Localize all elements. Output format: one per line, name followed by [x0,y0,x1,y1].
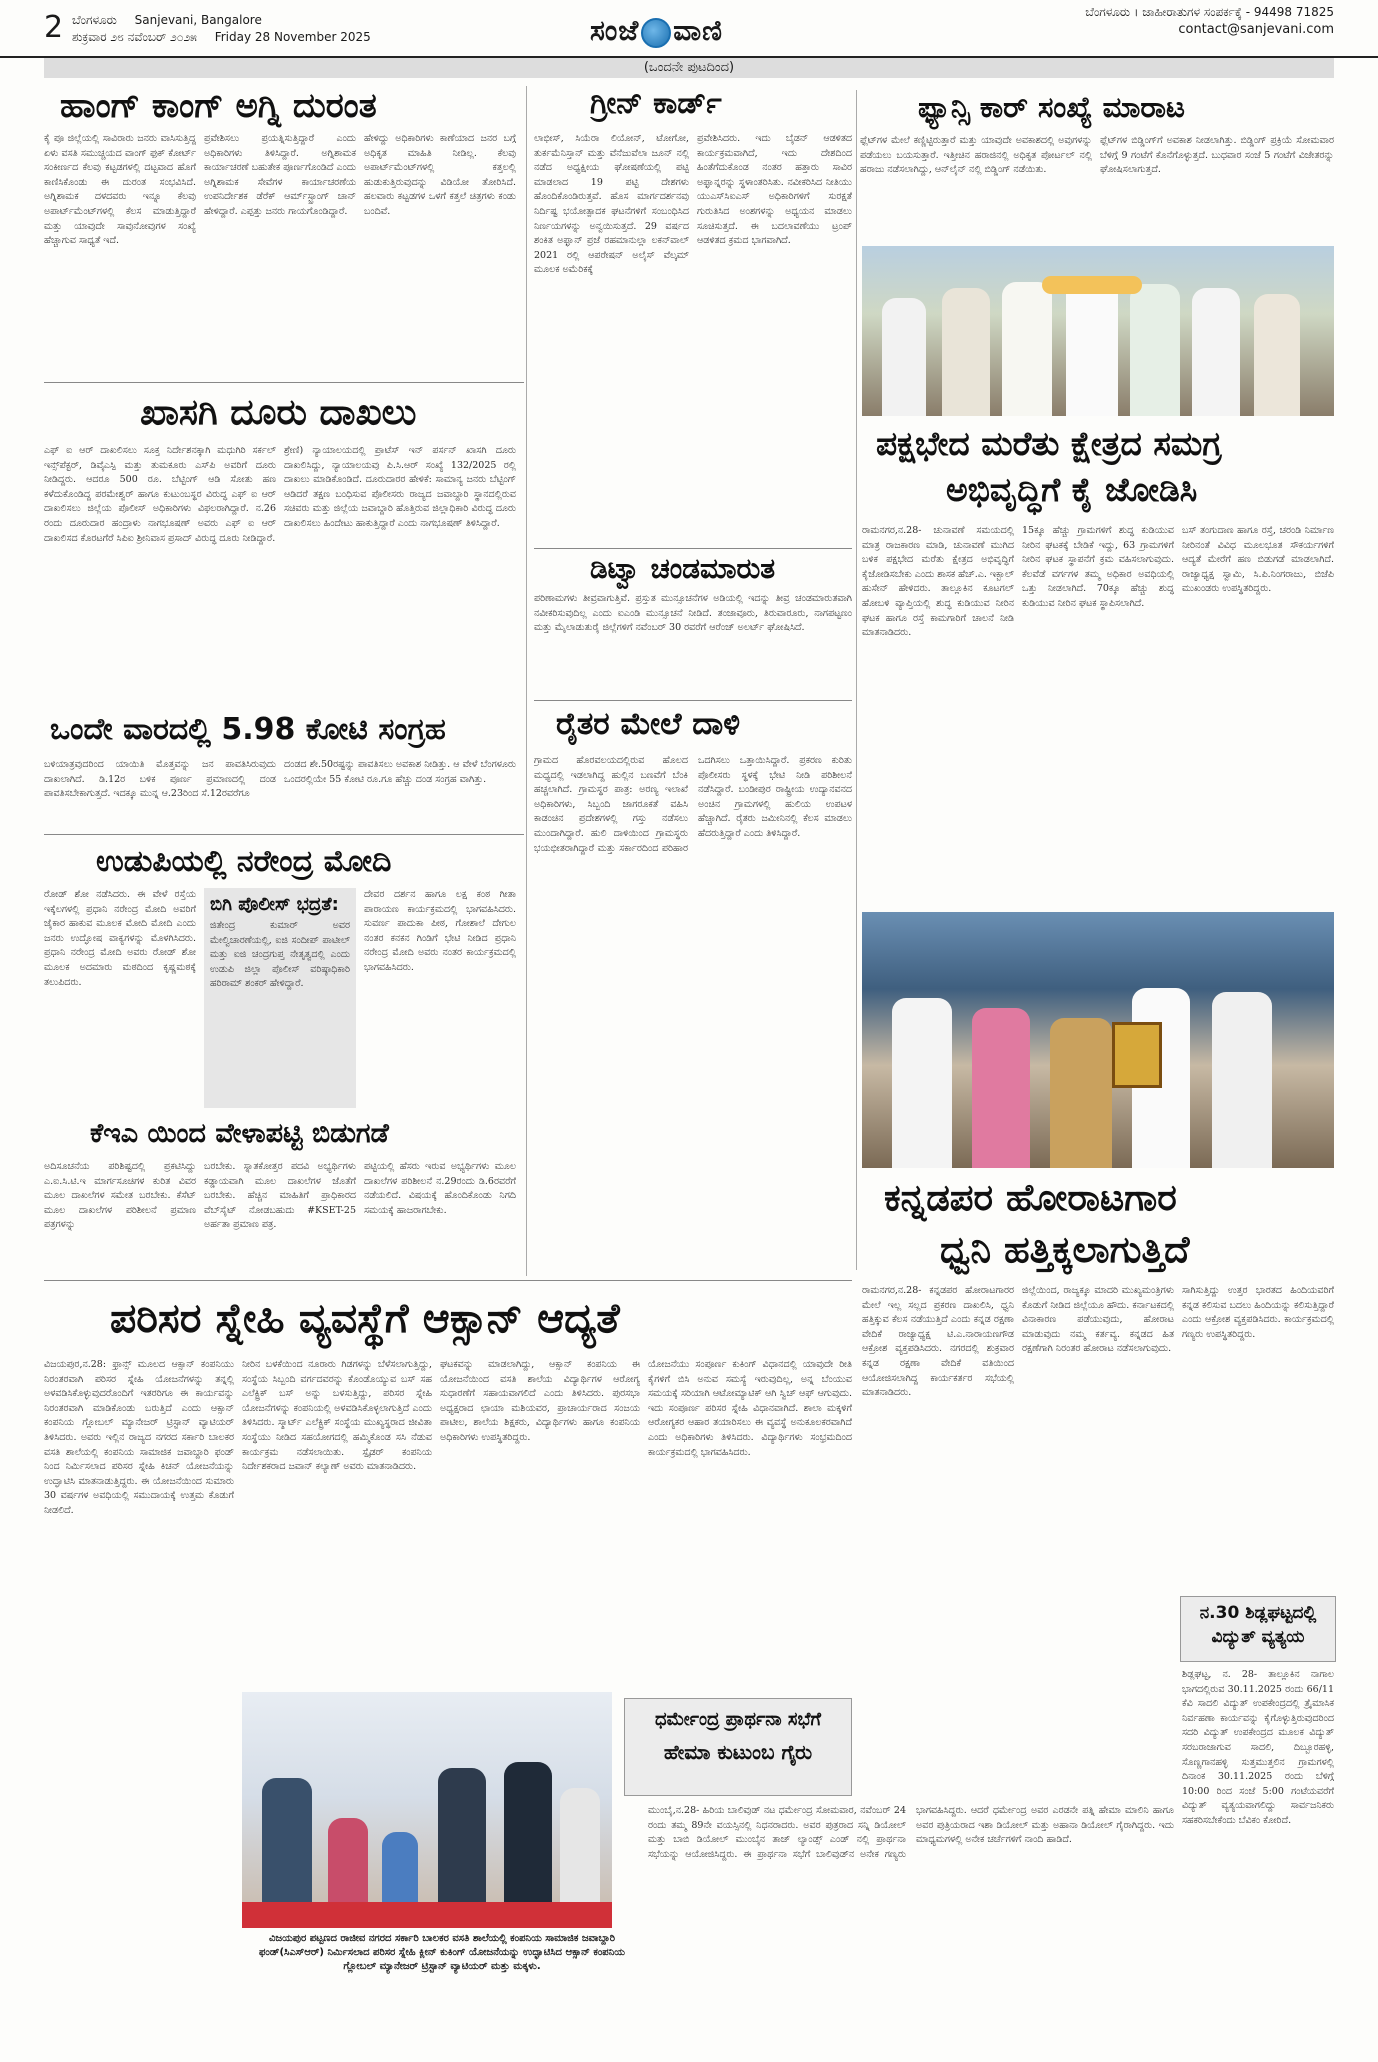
page-number: 2 [44,10,64,45]
kea-col3: ಪಟ್ಟಿಯಲ್ಲಿ ಹೆಸರು ಇರುವ ಅಭ್ಯರ್ಥಿಗಳು ಮೂಲ ದಾಖಲೆಗಳ ಪರಿಶೀಲನೆ ನ.29ರಂದು ಡಿ.6ರವರೆಗೆ ನಡೆಯಲಿದೆ. ವಿಷಯಕ್ಕೆ ಹೊಂದಿಕೊಂಡು ನಿಗದಿ ಸಮಯಕ್ಕೆ ಹಾಜರಾಗಬೇಕು. [364,1161,516,1216]
ad-contact-line: ಬೆಂಗಳೂರು । ಜಾಹೀರಾತುಗಳ ಸಂಪರ್ಕಕ್ಕೆ - 94498 71825 [1085,5,1334,19]
ramanagara-col1: ರಾಮನಗರ,ನ.28- ಚುನಾವಣೆ ಸಮಯದಲ್ಲಿ ಮಾತ್ರ ರಾಜಕಾರಣ ಮಾಡಿ, ಚುನಾವಣೆ ಮುಗಿದ ಬಳಿಕ ಪಕ್ಷಭೇದ ಮರೆತು ಕ್ಷೇತ್ರದ ಅಭಿವೃದ್ಧಿಗೆ ಕೈಜೋಡಿಸಬೇಕು ಎಂದು ಶಾಸಕ ಹೆಚ್.ಎ. ಇಕ್ಬಾಲ್ ಹುಸೇನ್ ಹೇಳಿದರು. ತಾಲ್ಲೂಕಿನ ಕೂಟಗಲ್ ಹೋಬಳಿ ವ್ಯಾಪ್ತಿಯಲ್ಲಿ ಶುದ್ಧ ಕುಡಿಯುವ ನೀರಿನ ಘಟಕ ಹಾಗೂ ರಸ್ತೆ ಕಾಮಗಾರಿಗೆ ಚಾಲನೆ ನೀಡಿ ಮಾತನಾಡಿದರು. [862,525,1014,639]
kasagi-headline: ಖಾಸಗಿ ದೂರು ದಾಖಲು [140,392,417,433]
divider [534,700,852,701]
kasagi-col2: ಶ್ರೇಣಿ) ನ್ಯಾಯಾಲಯದಲ್ಲಿ ಪ್ರಾಟೆಸ್ ಇನ್ ಪರ್ಸನ್ ಖಾಸಗಿ ದೂರು ದಾಖಲಿಸಿದ್ದು, ನ್ಯಾಯಾಲಯವು ಪಿ.ಸಿ.ಆರ್ ಸಂಖ್ಯೆ 132/2025 ರಲ್ಲಿ ದಾಖಲು ಮಾಡಿಕೊಂಡಿದೆ. ದೂರುದಾರರ ಹೇಳಿಕೆ: ಸಾಮಾನ್ಯ ಜನರು ಬೆಟ್ಟಿಂಗ್ ಆಡಿದರೆ ತಕ್ಷಣ ಬಂಧಿಸುವ ಪೊಲೀಸರು ರಾಜ್ಯದ ಜವಾಬ್ದಾರಿ ಸ್ಥಾನದಲ್ಲಿರುವ ಸಚಿವರು ಮತ್ತು ಜಿಲ್ಲೆಯ ಜವಾಬ್ದಾರಿ ಹೊತ್ತಿರುವ ಜಿಲ್ಲಾಧಿಕಾರಿ ವಿರುದ್ಧ ದೂರು ದಾಖಲಿಸಲು ಹಿಂದೇಟು ಹಾಕುತ್ತಿದ್ದಾರೆ ಎಂದು ನಾಗಭೂಷಣ್ ತಿಳಿಸಿದ್ದಾರೆ. [284,445,516,529]
collection-headline: ಒಂದೇ ವಾರದಲ್ಲಿ 5.98 ಕೋಟಿ ಸಂಗ್ರಹ [50,712,446,747]
ramanagara-headline-2: ಅಭಿವೃದ್ಧಿಗೆ ಕೈ ಜೋಡಿಸಿ [946,470,1198,509]
divider [44,834,524,835]
environment-col4: ಯೋಜನೆಯು ಸಂಪೂರ್ಣ ಕುಕಿಂಗ್ ವಿಧಾನದಲ್ಲಿ ಯಾವುದೇ ರೀತಿ ಕೈಗಳಿಗೆ ಬಿಸಿ ಅನುವ ಸಮಸ್ಯೆ ಇರುವುದಿಲ್ಲ, ಅನ್ನ ಬೆಂಯುವ ಸಮಯಕ್ಕೆ ಸರಿಯಾಗಿ ಆಟೋಮ್ಯಾಟಿಕ್ ಆಗಿ ಸ್ವಿಚ್ ಆಫ್ ಆಗುವುದು. ಇದು ಸಂಪೂರ್ಣ ಪರಿಸರ ಸ್ನೇಹಿ ವಿಧಾನವಾಗಿದೆ. ಶಾಲಾ ಮಕ್ಕಳಿಗೆ ಆರೋಗ್ಯಕರ ಆಹಾರ ತಯಾರಿಸಲು ಈ ವ್ಯವಸ್ಥೆ ಅನುಕೂಲಕರವಾಗಿದೆ ಎಂದು ಅಧಿಕಾರಿಗಳು ತಿಳಿಸಿದರು. ವಿದ್ಯಾರ್ಥಿಗಳು ಸಂಭ್ರಮದಿಂದ ಕಾರ್ಯಕ್ರಮದಲ್ಲಿ ಭಾಗವಹಿಸಿದರು. [648,1359,852,1458]
date-en: Friday 28 November 2025 [214,30,371,44]
security-box-title: ಬಿಗಿ ಪೊಲೀಸ್ ಭದ್ರತೆ: [210,894,339,915]
environment-col1: ವಿಜಯಪುರ,ನ.28: ಫ್ರಾನ್ಸ್ ಮೂಲದ ಆಕ್ಸಾನ್ ಕಂಪನಿಯು ನಿರಂತರವಾಗಿ ಪರಿಸರ ಸ್ನೇಹಿ ಯೋಜನೆಗಳನ್ನು ತನ್ನಲ್ಲಿ ಅಳವಡಿಸಿಕೊಳ್ಳುವುದರೊಂದಿಗೆ ಇತರರಿಗೂ ಈ ಕಾರ್ಯವನ್ನು ನಿರಂತರವಾಗಿ ಮಾಡಿಕೊಂಡು ಬರುತ್ತಿದೆ ಎಂದು ಆಕ್ಸಾನ್ ಕಂಪನಿಯ ಗ್ಲೋಬಲ್ ಮ್ಯಾನೇಜರ್ ಟ್ರಿಸ್ಟಾನ್ ವ್ಯಾಟಿಯರ್ ತಿಳಿಸಿದರು. ಅವರು ಇಲ್ಲಿನ ರಾಜ್ಯದ ನಗರದ ಸರ್ಕಾರಿ ಬಾಲಕರ ವಸತಿ ಶಾಲೆಯಲ್ಲಿ ಕಂಪನಿಯ ಸಾಮಾಜಿಕ ಜವಾಬ್ದಾರಿ ಫಂಡ್ ನಿಂದ ನಿರ್ಮಿಸಲಾದ ಪರಿಸರ ಸ್ನೇಹಿ ಕಿಚನ್ ಯೋಜನೆಯನ್ನು ಉದ್ಘಾಟಿಸಿ ಮಾತನಾಡುತ್ತಿದ್ದರು. ಈ ಯೋಜನೆಯಿಂದ ಸುಮಾರು 30 ವರ್ಷಗಳ ಅವಧಿಯಲ್ಲಿ ಸಮುದಾಯಕ್ಕೆ ಉತ್ತಮ ಕೊಡುಗೆ ನೀಡಲಿದೆ. [44,1359,234,1516]
kannada-col1: ರಾಮನಗರ,ನ.28- ಕನ್ನಡಪರ ಹೋರಾಟಗಾರರ ಮೇಲೆ ಇಲ್ಲ ಸಲ್ಲದ ಪ್ರಕರಣ ದಾಖಲಿಸಿ, ಧ್ವನಿ ಹತ್ತಿಕ್ಕುವ ಕೆಲಸ ನಡೆಯುತ್ತಿದೆ ಎಂದು ಕನ್ನಡ ರಕ್ಷಣಾ ವೇದಿಕೆ ರಾಜ್ಯಾಧ್ಯಕ್ಷ ಟಿ.ಎ.ನಾರಾಯಣಗೌಡ ಆಕ್ರೋಶ ವ್ಯಕ್ತಪಡಿಸಿದರು. ನಗರದಲ್ಲಿ ಶುಕ್ರವಾರ ಕನ್ನಡ ರಕ್ಷಣಾ ವೇದಿಕೆ ವತಿಯಿಂದ ಆಯೋಜಿಸಲಾಗಿದ್ದ ಕಾರ್ಯಕರ್ತರ ಸಭೆಯಲ್ಲಿ ಮಾತನಾಡಿದರು. [862,1285,1014,1399]
udupi-col1: ರೋಡ್ ಶೋ ನಡೆಸಿದರು. ಈ ವೇಳೆ ರಸ್ತೆಯ ಇಕ್ಕೆಲಗಳಲ್ಲಿ ಪ್ರಧಾನಿ ನರೇಂದ್ರ ಮೋದಿ ಅವರಿಗೆ ಜೈಕಾರ ಹಾಕುವ ಮೂಲಕ ಮೋದಿ ಮೋದಿ ಎಂದು ಜನರು ಉದ್ಘೋಷ ವಾಕ್ಯಗಳನ್ನು ಮೊಳಗಿಸಿದರು. ಪ್ರಧಾನಿ ನರೇಂದ್ರ ಮೋದಿ ಅವರು ರೋಡ್ ಶೋ ಮೂಲಕ ಅದಮಾರು ಮಠದಿಂದ ಕೃಷ್ಣಮಠಕ್ಕೆ ತಲುಪಿದರು. [44,889,196,988]
farmers-headline: ರೈತರ ಮೇಲೆ ದಾಳಿ [556,706,741,742]
event-photo-1 [862,246,1334,416]
udupi-col3: ದೇವರ ದರ್ಶನ ಹಾಗೂ ಲಕ್ಷ ಕಂಠ ಗೀತಾ ಪಾರಾಯಣ ಕಾರ್ಯಕ್ರಮದಲ್ಲಿ ಭಾಗವಹಿಸಿದರು. ಸುವರ್ಣ ಪಾದುಕಾ ಪೀಠ, ಗೋಶಾಲೆ ದೇಗುಲ ನಂತರ ಕನಕನ ಗಿಂಡಿಗೆ ಭೇಟಿ ನೀಡಿದ ಪ್ರಧಾನಿ ನರೇಂದ್ರ ಮೋದಿ ಅವರು ನಂತರ ಕಾರ್ಯಕ್ರಮದಲ್ಲಿ ಭಾಗವಹಿಸಿದರು. [364,889,516,973]
kea-col1: ಅದಿಸೂಚನೆಯ ಪರಿಶಿಷ್ಟದಲ್ಲಿ ಪ್ರಕಟಿಸಿದ್ದು ಎ.ಐ.ಸಿ.ಟಿ.ಇ ಮಾರ್ಗಸೂಚಿಗಳ ಕುರಿತ ವಿವರ ಮೂಲ ದಾಖಲೆಗಳ ಸಮೇತ ಬರಬೇಕು. ಕೆಸೆಟ್ ಮೂಲ ದಾಖಲೆಗಳ ಪರಿಶೀಲನೆ ಪ್ರಮಾಣ ಪತ್ರಗಳನ್ನು [44,1161,196,1231]
environment-photo-caption: ವಿಜಯಪುರ ಪಟ್ಟಣದ ರಾಜೀವ ನಗರದ ಸರ್ಕಾರಿ ಬಾಲಕರ ವಸತಿ ಶಾಲೆಯಲ್ಲಿ ಕಂಪನಿಯ ಸಾಮಾಜಿಕ ಜವಾಬ್ದಾರಿ ಫಂಡ್(ಸಿಎಸ್‌ಆರ್) ನಿರ್ಮಿಸಲಾದ ಪರಿಸರ ಸ್ನೇಹಿ ಕ್ಲೀನ್ ಕುಕಿಂಗ್ ಯೋಜನೆಯನ್ನು ಉದ್ಘಾಟಿಸಿದ ಆಕ್ಸಾನ್ ಕಂಪನಿಯ ಗ್ಲೋಬಲ್ ಮ್ಯಾನೇಜರ್ ಟ್ರಿಸ್ಟಾನ್ ವ್ಯಾಟಿಯರ್ ಮತ್ತು ಮಕ್ಕಳು. [259,1933,625,1972]
header-contact [930,4,1334,38]
continuation-label: (ಒಂದನೇ ಪುಟದಿಂದ) [44,58,1334,78]
ramanagara-col3: ಬಸ್ ತಂಗುದಾಣ ಹಾಗೂ ರಸ್ತೆ, ಚರಂಡಿ ನಿರ್ಮಾಣ ನೀರಿನಂತೆ ವಿವಿಧ ಮೂಲಭೂತ ಸೌಕರ್ಯಗಳಿಗೆ ಆದ್ಯತೆ ಮೇರೆಗೆ ಹಣ ಬಿಡುಗಡೆ ಮಾಡಲಾಗಿದೆ. ರಾಜ್ಯಾಧ್ಯಕ್ಷ ಸ್ವಾಮಿ, ಸಿ.ಪಿ.ನಿಂಗರಾಜು, ಬಿಜೆಪಿ ಮುಖಂಡರು ಉಪಸ್ಥಿತರಿದ್ದರು. [1182,525,1334,595]
dharmendra-title-2: ಹೇಮಾ ಕುಟುಂಬ ಗೈರು [663,1740,813,1764]
collection-col1: ಬಳಿಯಾತ್ರವುದರಿಂದ ಯಾಯಿತಿ ಮೊತ್ತವನ್ನು ಜನ ಪಾವತಿಸಿರುವುದು ದಾಖಲಾಗಿದೆ. ಡಿ.12ರ ಬಳಿಕ ಪೂರ್ಣ ಪ್ರಮಾಣದಲ್ಲಿ ದಂಡ ಪಾವತಿಸಬೇಕಾಗುತ್ತದೆ. ಇದಕ್ಕೂ ಮುನ್ನ ಆ.23ರಿಂದ ಸೆ.12ರವರೆಗೂ [44,759,276,800]
powercut-title-1: ನ.30 ಶಿಡ್ಲಘಟ್ಟದಲ್ಲಿ [1199,1603,1317,1623]
ramanagara-col2: 15ಕ್ಕೂ ಹೆಚ್ಚು ಗ್ರಾಮಗಳಿಗೆ ಶುದ್ಧ ಕುಡಿಯುವ ನೀರಿನ ಘಟಕಕ್ಕೆ ಬೇಡಿಕೆ ಇದ್ದು, 63 ಗ್ರಾಮಗಳಿಗೆ ನೀರಿನ ಘಟಕ ಸ್ಥಾಪನೆಗೆ ಕ್ರಮ ವಹಿಸಲಾಗುವುದು. ಕೆಲವೆಡೆ ವರ್ಗಗಳ ತಮ್ಮ ಅಧಿಕಾರ ಅವಧಿಯಲ್ಲಿ ಒತ್ತು ನೀಡಲಾಗಿದೆ. 70ಕ್ಕೂ ಹೆಚ್ಚು ಶುದ್ಧ ಕುಡಿಯುವ ನೀರಿನ ಘಟಕ ಸ್ಥಾಪಿಸಲಾಗಿದೆ. [1022,525,1174,609]
ramanagara-headline-1: ಪಕ್ಷಭೇದ ಮರೆತು ಕ್ಷೇತ್ರದ ಸಮಗ್ರ [876,424,1222,463]
column-rule [526,86,527,1276]
divider [534,548,852,549]
dharmendra-title-box [624,1698,852,1796]
kannada-col2: ಜಿಲ್ಲೆಯಿಂದ, ರಾಜ್ಯಕ್ಕೂ ಮಾದರಿ ಮುಖ್ಯಮಂತ್ರಿಗಳು ಕೊಡುಗೆ ನೀಡಿದ ಜಿಲ್ಲೆಯೂ ಹೌದು. ಕರ್ನಾಟಕದಲ್ಲಿ ವಿನಾಕಾರಣ ಪಡೆಯುವುದು, ಹೋರಾಟ ಮಾಡುವುದು ನಮ್ಮ ಕರ್ತವ್ಯ. ಕನ್ನಡದ ಹಿತ ರಕ್ಷಣೆಗಾಗಿ ನಿರಂತರ ಹೋರಾಟ ನಡೆಸಲಾಗುವುದು. [1022,1285,1174,1355]
masthead-right: ವಾಣಿ [673,14,723,47]
event-photo-2 [862,912,1334,1168]
header-dateline [72,12,371,46]
divider [44,382,524,383]
fancy-col1: ಫ್ಲೆಟ್‌ಗಳ ಮೇಲೆ ಕಣ್ಣಿಟ್ಟಿರುತ್ತಾರೆ ಮತ್ತು ಯಾವುದೇ ಅವಕಾಶದಲ್ಲಿ ಅವುಗಳನ್ನು ಪಡೆಯಲು ಬಯಸುತ್ತಾರೆ. ಇತ್ತೀಚಿನ ಹರಾಜಿನಲ್ಲಿ ಅಧಿಕೃತ ಪೋರ್ಟಲ್ ನಲ್ಲಿ ಹರಾಜು ನಡೆಸಲಾಗಿದ್ದು, ಆನ್‌ಲೈನ್ ನಲ್ಲಿ ಬಿಡ್ಡಿಂಗ್ ನಡೆಯಿತು. [860,135,1092,176]
ditva-body: ಪರಿಣಾಮಗಳು ತೀವ್ರವಾಗುತ್ತಿವೆ. ಪ್ರಸ್ತುತ ಮುನ್ಸೂಚನೆಗಳ ಅಡಿಯಲ್ಲಿ ಇದನ್ನು ತೀವ್ರ ಚಂಡಮಾರುತವಾಗಿ ನವೀಕರಿಸುವುದಿಲ್ಲ ಎಂದು ಐಎಂಡಿ ಮುನ್ಸೂಚನೆ ನೀಡಿದೆ. ತಂಜಾವೂರು, ತಿರುವಾರೂರು, ನಾಗಪಟ್ಟಣಂ ಮತ್ತು ಮೈಲಾಡುತುರೈ ಜಿಲ್ಲೆಗಳಿಗೆ ನವೆಂಬರ್ 30 ರವರೆಗೆ ಆರೆಂಜ್ ಅಲರ್ಟ್ ಘೋಷಿಸಿದೆ. [534,593,852,634]
powercut-title-box [1180,1596,1336,1662]
powercut-body: ಶಿಡ್ಲಘಟ್ಟ, ನ. 28- ತಾಲ್ಲೂಕಿನ ನಾಗಾಲ ಭಾಗದಲ್ಲಿರುವ 30.11.2025 ರಂದು 66/11 ಕೆವಿ ಸಾದಲಿ ವಿದ್ಯುತ್ ಉಪಕೇಂದ್ರದಲ್ಲಿ ತ್ರೈಮಾಸಿಕ ನಿರ್ವಹಣಾ ಕಾರ್ಯವನ್ನು ಕೈಗೊಳ್ಳುತ್ತಿರುವುದರಿಂದ ಸದರಿ ವಿದ್ಯುತ್ ಉಪಕೇಂದ್ರದ ಮೂಲಕ ವಿದ್ಯುತ್ ಸರಬರಾಜಾಗುವ ಸಾದಲಿ, ದಿಬ್ಬೂರಹಳ್ಳಿ, ಸೊಣ್ಣಗಾನಹಳ್ಳಿ ಸುತ್ತಮುತ್ತಲಿನ ಗ್ರಾಮಗಳಲ್ಲಿ ದಿನಾಂಕ 30.11.2025 ರಂದು ಬೆಳಿಗ್ಗೆ 10:00 ರಿಂದ ಸಂಜೆ 5:00 ಗಂಟೆಯವರೆಗೆ ವಿದ್ಯುತ್ ವ್ಯತ್ಯಯವಾಗಲಿದ್ದು ಸಾರ್ವಜನಿಕರು ಸಹಕರಿಸಬೇಕೆಂದು ಬೆವಿಕಂ ಕೋರಿದೆ. [1182,1669,1334,1826]
contact-email[interactable]: contact@sanjevani.com [1178,22,1334,37]
environment-headline: ಪರಿಸರ ಸ್ನೇಹಿ ವ್ಯವಸ್ಥೆಗೆ ಆಕ್ಸಾನ್ ಆದ್ಯತೆ [110,1294,620,1342]
kea-col2: ಬರಬೇಕು. ಸ್ನಾತಕೋತ್ತರ ಪದವಿ ಅಭ್ಯರ್ಥಿಗಳು ಕಡ್ಡಾಯವಾಗಿ ಮೂಲ ದಾಖಲೆಗಳ ಜೊತೆಗೆ ಬರಬೇಕು. ಹೆಚ್ಚಿನ ಮಾಹಿತಿಗೆ ಪ್ರಾಧಿಕಾರದ ವೆಬ್‌ಸೈಟ್ ನೋಡಬಹುದು #KSET-25 ಅರ್ಹತಾ ಪ್ರಮಾಣ ಪತ್ರ. [204,1161,356,1231]
greencard-col1: ಲಾಭೀಸ್, ಸಿಯೆರಾ ಲಿಯೋನ್, ಟೋಗೋ, ತುರ್ಕಮೆನಿಸ್ತಾನ್ ಮತ್ತು ವೆನೆಜುವೆಲಾ ಜೂನ್ ನಲ್ಲಿ ನಡೆದ ಅಧ್ಯಕ್ಷೀಯ ಘೋಷಣೆಯಲ್ಲಿ ಪಟ್ಟಿ ಮಾಡಲಾದ 19 ಪಟ್ಟಿ ದೇಶಗಳು ಹೊಂದಿಕೊಂಡಿರುತ್ತವೆ. ಹೊಸ ಮಾರ್ಗದರ್ಶನವು ನಿರ್ದಿಷ್ಟ ಭಯೋತ್ಪಾದಕ ಘಟನೆಗಳಿಗೆ ಸಂಬಂಧಿಸಿದ ನಿರ್ಣಯಗಳನ್ನು ಅನ್ವಯಿಸುತ್ತದೆ. 29 ವರ್ಷದ ಶಂಕಿತ ಅಫ್ಘಾನ್ ಪ್ರಜೆ ರಹಮಾನುಲ್ಲಾ ಲಕನ್‌ವಾಲ್ 2021 ರಲ್ಲಿ ಆಪರೇಷನ್ ಅಲೈಸ್ ವೆಲ್ಕಮ್ ಮೂಲಕ ಅಮೆರಿಕಕ್ಕೆ [534,133,689,276]
globe-icon [641,18,671,48]
greencard-headline: ಗ್ರೀನ್ ಕಾರ್ಡ್ [590,86,722,121]
hongkong-col1: ಕೈ ಪೂ ಜಿಲ್ಲೆಯಲ್ಲಿ ಸಾವಿರಾರು ಜನರು ವಾಸಿಸುತ್ತಿದ್ದ ಏಳು ವಸತಿ ಸಮುಚ್ಚಯದ ವಾಂಗ್ ಫುಕ್ ಕೋರ್ಟ್ ಸಂಕೀರ್ಣದ ಕೆಲವು ಕಟ್ಟಡಗಳಲ್ಲಿ ದಟ್ಟವಾದ ಹೊಗೆ ಕಾಣಿಸಿಕೊಂಡು ಈ ದುರಂತ ಸಂಭವಿಸಿದೆ. ಅಗ್ನಿಶಾಮಕ ದಳದವರು ಇನ್ನೂ ಕೆಲವು ಅಪಾರ್ಟ್‌ಮೆಂಟ್‌ಗಳಲ್ಲಿ ಕೆಲಸ ಮಾಡುತ್ತಿದ್ದಾರೆ ಮತ್ತು ಯಾವುದೇ ಸಾವುನೋವುಗಳ ಸಂಖ್ಯೆ ಹೆಚ್ಚಾಗುವ ಸಾಧ್ಯತೆ ಇದೆ. [44,133,196,247]
kannada-headline-1: ಕನ್ನಡಪರ ಹೋರಾಟಗಾರ [884,1176,1177,1219]
environment-col3: ಘಟಕವನ್ನು ಮಾಡಲಾಗಿದ್ದು, ಆಕ್ಸಾನ್ ಕಂಪನಿಯ ಈ ಯೋಜನೆಯಿಂದ ವಸತಿ ಶಾಲೆಯ ವಿದ್ಯಾರ್ಥಿಗಳ ಆರೋಗ್ಯ ಸುಧಾರಣೆಗೆ ಸಹಾಯವಾಗಲಿದೆ ಎಂದು ತಿಳಿಸಿದರು. ಪುರಸಭಾ ಅಧ್ಯಕ್ಷರಾದ ಛಾಯಾ ಮಶಿಯವರ, ಪ್ರಾಚಾರ್ಯರಾದ ಸಂಜಯ ಪಾಟೀಲ, ಶಾಲೆಯ ಶಿಕ್ಷಕರು, ವಿದ್ಯಾರ್ಥಿಗಳು ಹಾಗೂ ಕಂಪನಿಯ ಅಧಿಕಾರಿಗಳು ಉಪಸ್ಥಿತರಿದ್ದರು. [440,1359,640,1443]
hongkong-col3: ಹೇಳಿದ್ದು ಅಧಿಕಾರಿಗಳು ಕಾಣೆಯಾದ ಜನರ ಬಗ್ಗೆ ಅಧಿಕೃತ ಮಾಹಿತಿ ನೀಡಿಲ್ಲ. ಕೆಲವು ಅಪಾರ್ಟ್‌ಮೆಂಟ್‌ಗಳಲ್ಲಿ ಕತ್ತಲಲ್ಲಿ ಹುಡುಕುತ್ತಿರುವುದನ್ನು ವಿಡಿಯೋ ತೋರಿಸಿದೆ. ಹಲವಾರು ಕಟ್ಟಡಗಳ ಒಳಗೆ ಕತ್ತಲೆ ಚಿತ್ರಗಳು ಕಂಡು ಬಂದಿವೆ. [364,133,516,217]
fancy-headline: ಫ್ಯಾನ್ಸಿ ಕಾರ್ ಸಂಖ್ಯೆ ಮಾರಾಟ [918,90,1185,124]
date-kn: ಶುಕ್ರವಾರ ೨೮ ನವೆಂಬರ್ ೨೦೨೫ [72,30,197,44]
kea-headline: ಕೆಇಎ ಯಿಂದ ವೇಳಾಪಟ್ಟಿ ಬಿಡುಗಡೆ [90,1118,389,1149]
security-box [204,888,356,1108]
dharmendra-body: ಮುಂಬೈ,ನ.28- ಹಿರಿಯ ಬಾಲಿವುಡ್ ನಟ ಧರ್ಮೇಂದ್ರ ಸೋಮವಾರ, ನವೆಂಬರ್ 24 ರಂದು ತಮ್ಮ 89ನೇ ವಯಸ್ಸಿನಲ್ಲಿ ನಿಧನರಾದರು. ಅವರ ಪುತ್ರರಾದ ಸನ್ನಿ ಡಿಯೋಲ್ ಮತ್ತು ಬಾಬಿ ಡಿಯೋಲ್ ಮುಂಬೈನ ತಾಜ್ ಲ್ಯಾಂಡ್ಸ್ ಎಂಡ್ ನಲ್ಲಿ ಪ್ರಾರ್ಥನಾ ಸಭೆಯನ್ನು ಆಯೋಜಿಸಿದ್ದರು. ಈ ಪ್ರಾರ್ಥನಾ ಸಭೆಗೆ ಬಾಲಿವುಡ್‌ನ ಅನೇಕ ಗಣ್ಯರು ಭಾಗವಹಿಸಿದ್ದರು. ಆದರೆ ಧರ್ಮೇಂದ್ರ ಅವರ ಎರಡನೇ ಪತ್ನಿ ಹೇಮಾ ಮಾಲಿನಿ ಹಾಗೂ ಅವರ ಪುತ್ರಿಯರಾದ ಇಶಾ ಡಿಯೋಲ್ ಮತ್ತು ಅಹಾನಾ ಡಿಯೋಲ್ ಗೈರಾಗಿದ್ದರು. ಇದು ಮಾಧ್ಯಮಗಳಲ್ಲಿ ಅನೇಕ ಚರ್ಚೆಗಳಿಗೆ ನಾಂದಿ ಹಾಡಿದೆ. [648,1805,1174,1860]
security-box-body: ಜಿತೇಂದ್ರ ಕುಮಾರ್ ಅವರ ಮೇಲ್ವಿಚಾರಣೆಯಲ್ಲಿ, ಐಜಿ ಸಂದೀಪ್ ಪಾಟೀಲ್ ಮತ್ತು ಐಜಿ ಚಂದ್ರಗುಪ್ತ ನೇತೃತ್ವದಲ್ಲಿ ಎಂದು ಉಡುಪಿ ಜಿಲ್ಲಾ ಪೊಲೀಸ್ ವರಿಷ್ಠಾಧಿಕಾರಿ ಹರಿರಾಮ್ ಶಂಕರ್ ಹೇಳಿದ್ದಾರೆ. [210,920,350,990]
kasagi-col1: ಎಫ್ ಐ ಆರ್ ದಾಖಲಿಸಲು ಸೂಕ್ತ ನಿರ್ದೇಶನಕ್ಕಾಗಿ ಮಧುಗಿರಿ ಸರ್ಕಲ್ ಇನ್ಸ್‌ಪೆಕ್ಟರ್, ಡಿವೈಎಸ್ಪಿ ಮತ್ತು ತುಮಕೂರು ಎಸ್‌ಪಿ ಅವರಿಗೆ ದೂರು ನೀಡಿದ್ದರು. ಆದರೂ 500 ರೂ. ಬೆಟ್ಟಿಂಗ್ ಆಡಿ ಸೋತು ಹಣ ಕಳೆದುಕೊಂಡಿದ್ದ ಪರಮೇಶ್ವರ್ ಹಾಗೂ ಕುಟುಂಬಸ್ಥರ ವಿರುದ್ಧ ಎಫ್ ಐ ಆರ್ ದಾಖಲಿಸಲು ಜಿಲ್ಲೆಯ ಪೊಲೀಸ್ ಅಧಿಕಾರಿಗಳು ವಿಫಲರಾಗಿದ್ದಾರೆ. ನ.26 ರಂದು ದೂರುದಾರ ಹಂದ್ರಾಳು ನಾಗಭೂಷಣ್ ಅವರು ಎಫ್ ಐ ಆರ್ ದಾಖಲಿಸದ ಕೊರಟಗೆರೆ ಸಿಪಿಐ ಶ್ರೀನಿವಾಸ ಪ್ರಸಾದ್ ವಿರುದ್ಧ ದೂರು ನೀಡಿದ್ದಾರೆ. [44,445,276,544]
udupi-headline: ಉಡುಪಿಯಲ್ಲಿ ನರೇಂದ್ರ ಮೋದಿ [96,844,392,879]
kannada-headline-2: ಧ್ವನಿ ಹತ್ತಿಕ್ಕಲಾಗುತ್ತಿದೆ [940,1228,1190,1271]
masthead-left: ಸಂಜೆ [590,14,640,47]
ditva-headline: ಡಿಟ್ವಾ ಚಂಡಮಾರುತ [590,552,776,585]
powercut-title-2: ವಿದ್ಯುತ್ ವ್ಯತ್ಯಯ [1211,1627,1305,1647]
dharmendra-title-1: ಧರ್ಮೇಂದ್ರ ಪ್ರಾರ್ಥನಾ ಸಭೆಗೆ [655,1709,821,1730]
city-label: ಬೆಂಗಳೂರು [72,13,117,27]
edition-label: Sanjevani, Bangalore [134,13,262,27]
farmers-body: ಗ್ರಾಮದ ಹೊರವಲಯದಲ್ಲಿರುವ ಹೊಲದ ಮಧ್ಯದಲ್ಲಿ ಇಡಲಾಗಿದ್ದ ಹುಲ್ಲಿನ ಬಣವೆಗೆ ಬೆಂಕಿ ಹಚ್ಚಲಾಗಿದೆ. ಗ್ರಾಮಸ್ಥರ ಪಾತ್ರ: ಅರಣ್ಯ ಇಲಾಖೆ ಅಧಿಕಾರಿಗಳು, ಸಿಬ್ಬಂದಿ ಜಾಗರೂಕತೆ ವಹಿಸಿ ಕಾಡಂಚಿನ ಪ್ರದೇಶಗಳಲ್ಲಿ ಗಸ್ತು ನಡೆಸಲು ಮುಂದಾಗಿದ್ದಾರೆ. ಹುಲಿ ದಾಳಿಯಿಂದ ಗ್ರಾಮಸ್ಥರು ಭಯಭೀತರಾಗಿದ್ದಾರೆ ಮತ್ತು ಸರ್ಕಾರದಿಂದ ಪರಿಹಾರ ಒದಗಿಸಲು ಒತ್ತಾಯಿಸಿದ್ದಾರೆ. ಪ್ರಕರಣ ಕುರಿತು ಪೊಲೀಸರು ಸ್ಥಳಕ್ಕೆ ಭೇಟಿ ನೀಡಿ ಪರಿಶೀಲನೆ ನಡೆಸಿದ್ದಾರೆ. ಬಂಡೀಪುರ ರಾಷ್ಟ್ರೀಯ ಉದ್ಯಾನವನದ ಅಂಚಿನ ಗ್ರಾಮಗಳಲ್ಲಿ ಹುಲಿಯ ಉಪಟಳ ಹೆಚ್ಚಾಗಿದೆ. ರೈತರು ಜಮೀನಿನಲ್ಲಿ ಕೆಲಸ ಮಾಡಲು ಹೆದರುತ್ತಿದ್ದಾರೆ ಎಂದು ತಿಳಿಸಿದ್ದಾರೆ. [534,755,852,854]
collection-col2: ದಂಡದ ಶೇ.50ರಷ್ಟನ್ನು ಪಾವತಿಸಲು ಅವಕಾಶ ನೀಡಿತ್ತು. ಆ ವೇಳೆ ಬೆಂಗಳೂರು ಒಂದರಲ್ಲಿಯೇ 55 ಕೋಟಿ ರೂ.ಗೂ ಹೆಚ್ಚು ದಂಡ ಸಂಗ್ರಹ ವಾಗಿತ್ತು. [284,759,516,785]
event-photo-3 [242,1692,612,1928]
column-rule [856,90,857,1270]
divider [44,1280,852,1281]
environment-col2: ನೀರಿನ ಬಳಕೆಯಿಂದ ನೂರಾರು ಗಿಡಗಳನ್ನು ಬೆಳೆಸಲಾಗುತ್ತಿದ್ದು, ಸಂಸ್ಥೆಯ ಸಿಬ್ಬಂದಿ ವರ್ಗದವರನ್ನು ಕೊಂಡೊಯ್ಯುವ ಬಸ್ ಸಹ ಎಲೆಕ್ಟ್ರಿಕ್ ಬಸ್ ಅನ್ನು ಬಳಸುತ್ತಿದ್ದು, ಪರಿಸರ ಸ್ನೇಹಿ ಯೋಜನೆಗಳನ್ನು ಕಂಪನಿಯಲ್ಲಿ ಅಳವಡಿಸಿಕೊಳ್ಳಲಾಗುತ್ತಿದೆ ಎಂದು ತಿಳಿಸಿದರು. ಸ್ಮಾರ್ಟ್ ಎಲೆಕ್ಟ್ರಿಕ್ ಸಂಸ್ಥೆಯ ಮುಖ್ಯಸ್ಥರಾದ ಜೀವಿತಾ ಸಂಸ್ಥೆಯು ನೀಡಿದ ಸಹಯೋಗದಲ್ಲಿ ಹಮ್ಮಿಕೊಂಡ ಸಸಿ ನೆಡುವ ಕಾರ್ಯಕ್ರಮ ನಡೆಸಲಾಯಿತು. ಸ್ಪೈಡರ್ ಕಂಪನಿಯ ನಿರ್ದೇಶಕರಾದ ಜವಾನ್ ಕಲ್ಯಾಣ್ ಅವರು ಮಾತನಾಡಿದರು. [242,1359,432,1473]
hongkong-col2: ಪ್ರವೇಶಿಸಲು ಪ್ರಯತ್ನಿಸುತ್ತಿದ್ದಾರೆ ಎಂದು ಅಧಿಕಾರಿಗಳು ತಿಳಿಸಿದ್ದಾರೆ. ಅಗ್ನಿಶಾಮಕ ಕಾರ್ಯಾಚರಣೆ ಬಹುತೇಕ ಪೂರ್ಣಗೊಂಡಿದೆ ಎಂದು ಅಗ್ನಿಶಾಮಕ ಸೇವೆಗಳ ಕಾರ್ಯಾಚರಣೆಯ ಉಪನಿರ್ದೇಶಕ ಡೆರೆಕ್ ಆರ್ಮ್‌ಸ್ಟ್ರಾಂಗ್ ಚಾನ್ ಹೇಳಿದ್ದಾರೆ. ಎಪ್ಪತ್ತು ಜನರು ಗಾಯಗೊಂಡಿದ್ದಾರೆ. [204,133,356,217]
greencard-col2: ಪ್ರವೇಶಿಸಿದರು. ಇದು ಬೈಡನ್ ಆಡಳಿತದ ಕಾರ್ಯಕ್ರಮವಾಗಿದೆ, ಇದು ದೇಶದಿಂದ ಹಿಂತೆಗೆದುಕೊಂಡ ನಂತರ ಹತ್ತಾರು ಸಾವಿರ ಅಫ್ಘಾನ್ನರನ್ನು ಸ್ಥಳಾಂತರಿಸಿತು. ನವೀಕರಿಸಿದ ನೀತಿಯು ಯುಎಸ್‌ಸಿಐಎಸ್ ಅಧಿಕಾರಿಗಳಿಗೆ ಸುರಕ್ಷತೆ ಗುರುತಿಸಿದ ಅಂಶಗಳನ್ನು ಅಧ್ಯಯನ ಮಾಡಲು ಸೂಚಿಸುತ್ತದೆ. ಈ ಬದಲಾವಣೆಯು ಟ್ರಂಪ್ ಆಡಳಿತದ ಕ್ರಮದ ಭಾಗವಾಗಿದೆ. [697,133,852,247]
kannada-col3: ಸಾಗಿಸುತ್ತಿದ್ದು ಉತ್ತರ ಭಾರತದ ಹಿಂದಿಯವರಿಗೆ ಕನ್ನಡ ಕಲಿಸುವ ಬದಲು ಹಿಂದಿಯನ್ನು ಕಲಿಸುತ್ತಿದ್ದಾರೆ ಎಂದು ಆಕ್ರೋಶ ವ್ಯಕ್ತಪಡಿಸಿದರು. ಕಾರ್ಯಕ್ರಮದಲ್ಲಿ ಗಣ್ಯರು ಉಪಸ್ಥಿತರಿದ್ದರು. [1182,1285,1334,1340]
fancy-col2: ಫ್ಲೆಟ್‌ಗಳ ಬಿಡ್ಡಿಂಗ್‌ಗೆ ಅವಕಾಶ ನೀಡಲಾಗಿತ್ತು. ಬಿಡ್ಡಿಂಗ್ ಪ್ರಕ್ರಿಯೆ ಸೋಮವಾರ ಬೆಳಿಗ್ಗೆ 9 ಗಂಟೆಗೆ ಕೊನೆಗೊಳ್ಳುತ್ತದೆ. ಬುಧವಾರ ಸಂಜೆ 5 ಗಂಟೆಗೆ ವಿಜೇತರನ್ನು ಘೋಷಿಸಲಾಗುತ್ತದೆ. [1100,135,1334,176]
hongkong-headline: ಹಾಂಗ್ ಕಾಂಗ್ ಅಗ್ನಿ ದುರಂತ [60,86,377,126]
masthead [590,14,723,48]
